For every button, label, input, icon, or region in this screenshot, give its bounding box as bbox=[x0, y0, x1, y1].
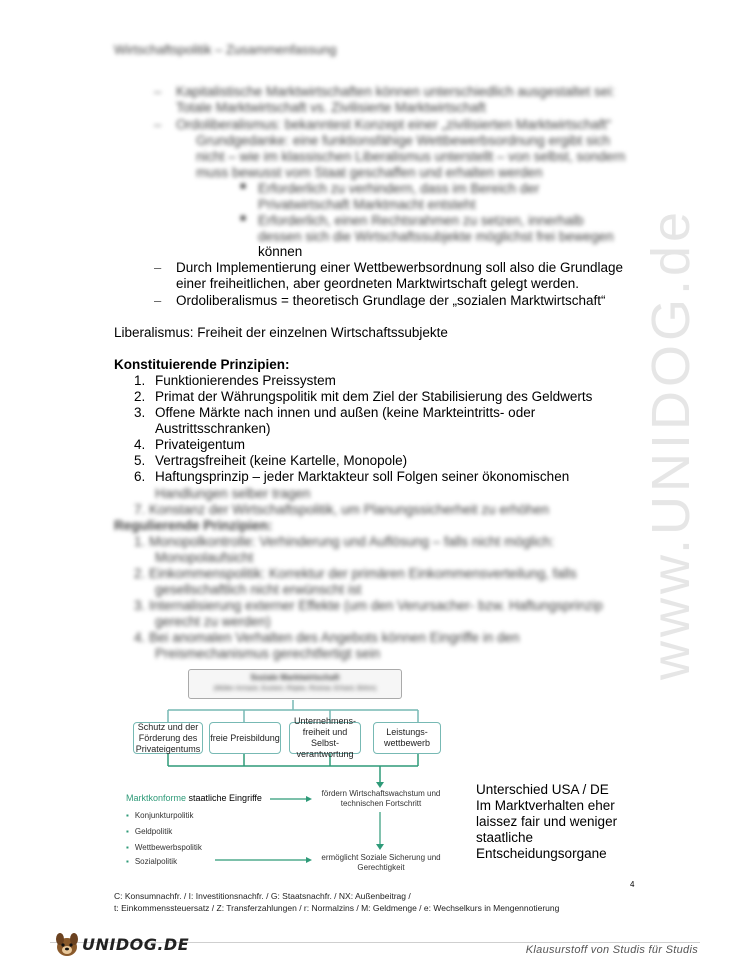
heading-konstituierende: Konstituierende Prinzipien: bbox=[114, 357, 290, 372]
diagram-box-leistungswettbewerb bbox=[373, 722, 441, 754]
page-number: 4 bbox=[630, 880, 635, 889]
list-item: Vertragsfreiheit (keine Kartelle, Monopole) bbox=[155, 453, 408, 468]
diagram-policy-item: ▪ Wettbewerbspolitik bbox=[126, 843, 202, 852]
diagram-foerdern-text: fördern Wirtschaftswachstum und technischen Fortschritt bbox=[321, 789, 441, 808]
footer-abbreviations-line1: C: Konsumnachfr. / I: Investitionsnachfr. / G: Staatsnachfr. / NX: Außenbeitrag / bbox=[114, 891, 411, 901]
blurred-line: Erforderlich, einen Rechtsrahmen zu setzen, innerhalb bbox=[258, 213, 584, 228]
diagram-top-box-subtitle: (Müller-Armack, Eucken, Röpke, Rüstow, Erhard, Böhm) bbox=[213, 685, 377, 692]
list-number: 4. bbox=[134, 437, 146, 452]
list-item: Offene Märkte nach innen und außen (keine Markteintritts- oder bbox=[155, 405, 536, 420]
text-dash1-line2: einer freiheitlichen, aber geordneten Marktwirtschaft gelegt werden. bbox=[176, 276, 579, 291]
blurred-line: Handlungen selber tragen bbox=[155, 486, 311, 501]
diagram-policy-item: ▪ Geldpolitik bbox=[126, 827, 173, 836]
blurred-line: muss bewusst vom Staat geschaffen und erhalten werden bbox=[196, 165, 543, 180]
unidog-logo bbox=[52, 930, 189, 958]
blurred-line: Monopolaufsicht bbox=[155, 550, 254, 565]
diagram-box-selbstverantwortung bbox=[289, 716, 361, 759]
blurred-line: Regulierende Prinzipien: bbox=[114, 518, 273, 533]
diagram-policy-item: ▪ Sozialpolitik bbox=[126, 857, 178, 866]
diagram-box-label: freie Preisbildung bbox=[210, 732, 280, 743]
watermark-text: www.UNIDOG.de bbox=[641, 207, 701, 680]
footer-slogan: Klausurstoff von Studis für Studis bbox=[525, 944, 698, 956]
diagram-box-preisbildung bbox=[209, 722, 281, 754]
dog-icon bbox=[52, 930, 82, 958]
list-number: 6. bbox=[134, 469, 146, 484]
blurred-line: Privatwirtschaft Marktmacht entsteht bbox=[258, 197, 476, 212]
blurred-line: nicht – wie im klassischen Liberalismus unterstellt – von selbst, sondern bbox=[196, 149, 626, 164]
blurred-line: Ordoliberalismus: bekanntest Konzept einer „zivilisierten Marktwirtschaft“ bbox=[176, 117, 612, 132]
diagram-marktkonform-colored: Marktkonforme bbox=[126, 793, 187, 803]
text-liberalismus: Liberalismus: Freiheit der einzelnen Wirtschaftssubjekte bbox=[114, 325, 448, 340]
logo-text: UNIDOG.DE bbox=[82, 934, 190, 954]
blurred-line: 4. Bei anomalen Verhalten des Angebots können Eingriffe in den bbox=[134, 630, 520, 645]
diagram-top-box-title: Soziale Marktwirtschaft bbox=[250, 673, 340, 682]
blurred-line: 2. Einkommenspolitik: Korrektur der primären Einkommensverteilung, falls bbox=[134, 566, 577, 581]
dash-marker: – bbox=[154, 293, 162, 308]
list-item: Austrittsschranken) bbox=[155, 421, 271, 436]
blurred-line: Grundgedanke: eine funktionsfähige Wettbewerbsordnung ergibt sich bbox=[196, 133, 611, 148]
bullet-icon: ▪ bbox=[126, 857, 129, 866]
blurred-line: Erforderlich zu verhindern, dass im Bereich der bbox=[258, 181, 540, 196]
blurred-line: gerecht zu werden) bbox=[155, 614, 271, 629]
diagram-box-label: Unternehmens-freiheit und Selbst-verantwortung bbox=[293, 716, 357, 759]
list-number: 5. bbox=[134, 453, 146, 468]
blurred-line: Kapitalistische Marktwirtschaften können unterschiedlich ausgestaltet sei: bbox=[176, 84, 615, 99]
diagram-marktkonform-label bbox=[126, 793, 262, 803]
blurred-line: 1. Monopolkontrolle: Verhinderung und Auflösung – falls nicht möglich: bbox=[134, 534, 555, 549]
bullet-icon: ▪ bbox=[126, 827, 129, 836]
side-note-usa-de: Unterschied USA / DE Im Marktverhalten eher laissez fair und weniger staatliche Entscheidungsorgane bbox=[476, 782, 618, 861]
bullet-icon: ▪ bbox=[126, 843, 129, 852]
list-item: Privateigentum bbox=[155, 437, 246, 452]
blurred-line: 3. Internalisierung externer Effekte (um den Verursacher- bzw. Haftungsprinzip bbox=[134, 598, 603, 613]
blurred-line: Totale Marktwirtschaft vs. Zivilisierte Marktwirtschaft bbox=[176, 100, 486, 115]
diagram-marktkonform-rest: staatliche Eingriffe bbox=[186, 793, 262, 803]
text-dash2: Ordoliberalismus = theoretisch Grundlage der „sozialen Marktwirtschaft“ bbox=[176, 293, 606, 308]
diagram-top-box bbox=[188, 669, 402, 699]
footer-abbreviations-line2: t: Einkommenssteuersatz / Z: Transferzahlungen / r: Normalzins / M: Geldmenge / e: Wechselkurs in Mengennotierung bbox=[114, 903, 560, 913]
square-bullet-icon: ■ bbox=[240, 181, 247, 192]
list-number: 3. bbox=[134, 405, 146, 420]
dash-marker: – bbox=[154, 84, 162, 99]
blurred-line: gesellschaftlich nicht erwünscht ist bbox=[155, 582, 362, 597]
list-number: 2. bbox=[134, 389, 146, 404]
list-number: 1. bbox=[134, 373, 146, 388]
diagram-box-privateigentum bbox=[133, 722, 203, 754]
diagram-ermoeglicht-text: ermöglicht Soziale Sicherung und Gerechtigkeit bbox=[321, 853, 441, 872]
text-dash1-line1: Durch Implementierung einer Wettbewerbsordnung soll also die Grundlage bbox=[176, 260, 623, 275]
square-bullet-icon: ■ bbox=[240, 213, 247, 224]
blurred-line: Preismechanismus gerechtfertigt sein bbox=[155, 646, 381, 661]
diagram-box-label: Leistungs-wettbewerb bbox=[383, 727, 431, 748]
blurred-line: 7. Konstanz der Wirtschaftspolitik, um Planungssicherheit zu erhöhen bbox=[134, 502, 549, 517]
dash-marker: – bbox=[154, 117, 162, 132]
diagram-box-label: Schutz und der Förderung des Privateigentums bbox=[135, 721, 201, 754]
bullet-icon: ▪ bbox=[126, 811, 129, 820]
list-item: Funktionierendes Preissystem bbox=[155, 373, 336, 388]
text-koennen: können bbox=[258, 244, 303, 259]
diagram-policy-item: ▪ Konjunkturpolitik bbox=[126, 811, 194, 820]
blurred-line: dessen sich die Wirtschaftssubjekte möglichst frei bewegen bbox=[258, 229, 614, 244]
page-header-title: Wirtschaftspolitik – Zusammenfassung bbox=[114, 42, 337, 57]
dash-marker: – bbox=[154, 260, 162, 275]
list-item: Primat der Währungspolitik mit dem Ziel der Stabilisierung des Geldwerts bbox=[155, 389, 593, 404]
list-item: Haftungsprinzip – jeder Marktakteur soll Folgen seiner ökonomischen bbox=[155, 469, 570, 484]
